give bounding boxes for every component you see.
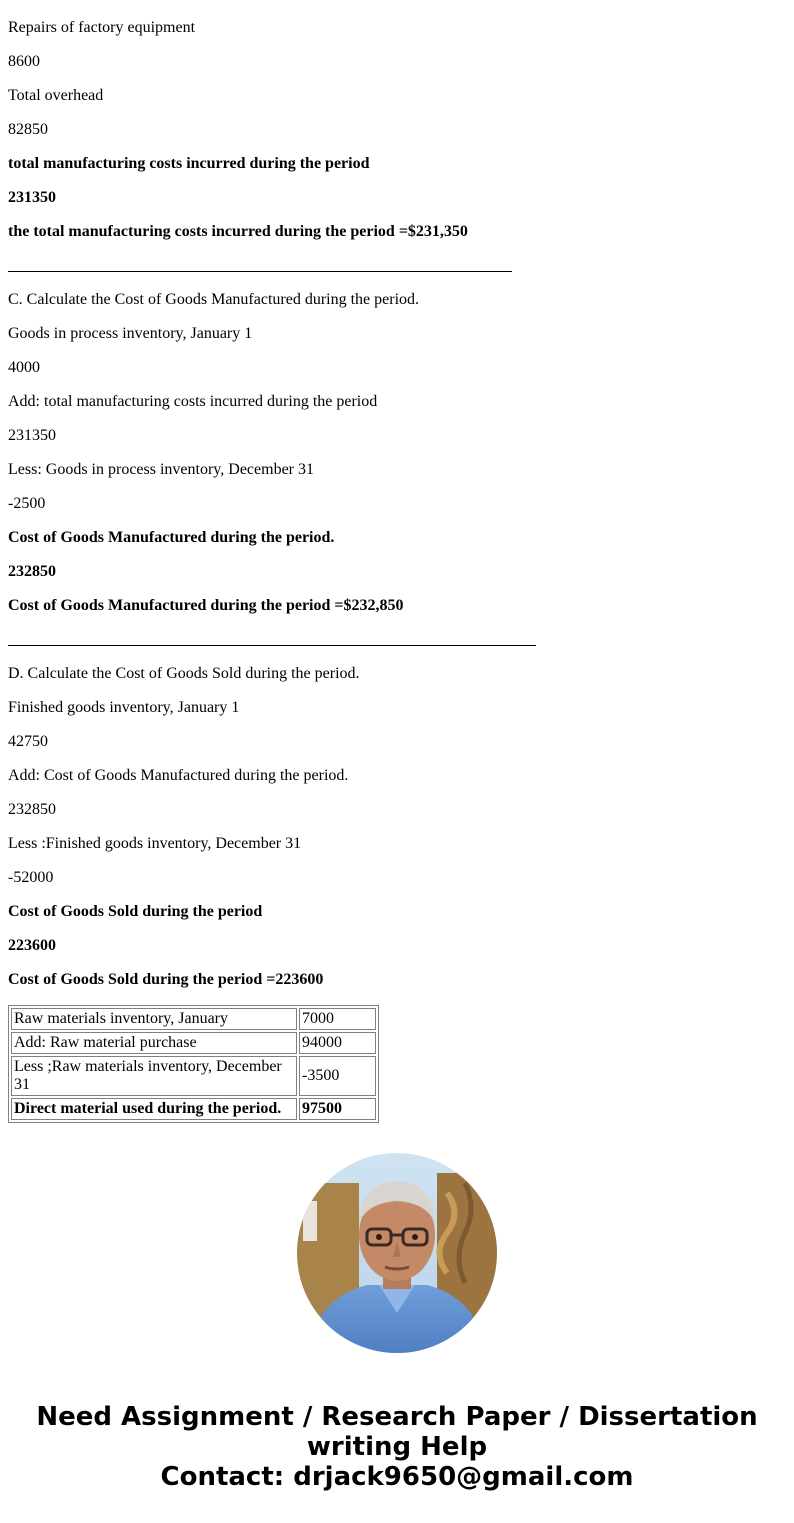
table-cell-label: Less ;Raw materials inventory, December 31: [11, 1056, 297, 1096]
cogm-statement: Cost of Goods Manufactured during the period =$232,850: [8, 597, 404, 614]
table-row: [11, 1056, 376, 1096]
author-photo-illustration: [297, 1153, 497, 1353]
fg-jan-label: Finished goods inventory, January 1: [8, 699, 240, 716]
table-cell-label: Direct material used during the period.: [11, 1098, 297, 1120]
author-photo: [297, 1153, 497, 1353]
table-row-total: [11, 1098, 376, 1120]
gip-jan-value: 4000: [8, 359, 40, 376]
section-divider: [8, 645, 536, 646]
total-overhead-label: Total overhead: [8, 87, 104, 104]
table-cell-value: 7000: [299, 1008, 376, 1030]
cogs-label: Cost of Goods Sold during the period: [8, 903, 263, 920]
less-fg-value: -52000: [8, 869, 54, 886]
total-overhead-value: 82850: [8, 121, 48, 138]
less-fg-label: Less :Finished goods inventory, December 31: [8, 835, 302, 852]
table-cell-value: 97500: [299, 1098, 376, 1120]
total-mfg-value: 231350: [8, 189, 56, 206]
promo-banner: [0, 1402, 794, 1492]
fg-jan-value: 42750: [8, 733, 48, 750]
repairs-label: Repairs of factory equipment: [8, 19, 196, 36]
add-cogm-label: Add: Cost of Goods Manufactured during the period.: [8, 767, 349, 784]
table-cell-value: 94000: [299, 1032, 376, 1054]
cogm-label: Cost of Goods Manufactured during the period.: [8, 529, 335, 546]
promo-line-2: writing Help: [306, 1432, 488, 1462]
cogm-value: 232850: [8, 563, 56, 580]
section-divider: [8, 271, 512, 272]
less-gip-value: -2500: [8, 495, 46, 512]
add-tmc-label: Add: total manufacturing costs incurred during the period: [8, 393, 378, 410]
repairs-value: 8600: [8, 53, 40, 70]
table-row: [11, 1032, 376, 1054]
add-cogm-value: 232850: [8, 801, 56, 818]
table-cell-value: -3500: [299, 1056, 376, 1096]
cogs-value: 223600: [8, 937, 56, 954]
total-mfg-statement: the total manufacturing costs incurred during the period =$231,350: [8, 223, 468, 240]
table-cell-label: Raw materials inventory, January: [11, 1008, 297, 1030]
section-c-heading: C. Calculate the Cost of Goods Manufactured during the period.: [8, 291, 420, 308]
promo-line-1: Need Assignment / Research Paper / Dissertation: [36, 1402, 758, 1432]
table-row: [11, 1008, 376, 1030]
cogs-statement: Cost of Goods Sold during the period =223600: [8, 971, 324, 988]
direct-materials-table: [8, 1005, 379, 1123]
section-d-heading: D. Calculate the Cost of Goods Sold during the period.: [8, 665, 360, 682]
promo-contact: Contact: drjack9650@gmail.com: [160, 1462, 634, 1492]
total-mfg-label: total manufacturing costs incurred during the period: [8, 155, 370, 172]
add-tmc-value: 231350: [8, 427, 56, 444]
gip-jan-label: Goods in process inventory, January 1: [8, 325, 253, 342]
table-cell-label: Add: Raw material purchase: [11, 1032, 297, 1054]
less-gip-label: Less: Goods in process inventory, December 31: [8, 461, 314, 478]
